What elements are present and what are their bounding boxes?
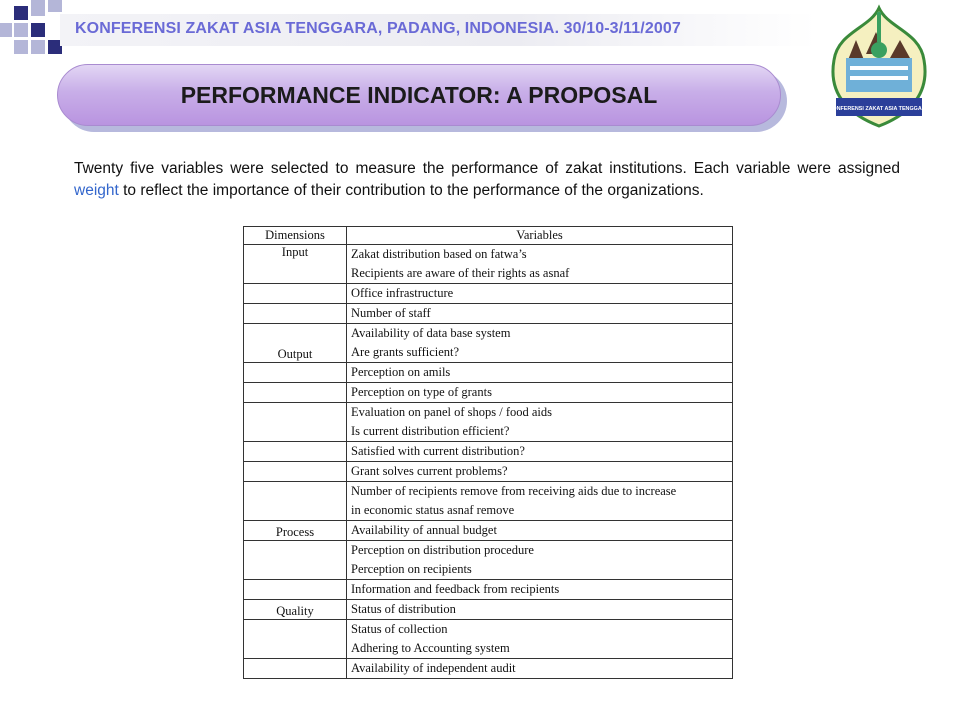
variable-line: Are grants sufficient?	[351, 345, 460, 359]
variable-line: Zakat distribution based on fatwa’s	[351, 247, 527, 261]
dimension-cell	[244, 442, 347, 462]
variable-line: Is current distribution efficient?	[351, 424, 510, 438]
variables-cell	[347, 462, 733, 482]
decor-square	[14, 23, 28, 37]
variables-cell	[347, 442, 733, 462]
variables-cell	[347, 324, 733, 363]
dimension-cell	[244, 659, 347, 679]
performance-indicator-table	[243, 226, 733, 679]
conference-title: KONFERENSI ZAKAT ASIA TENGGARA, PADANG, INDONESIA. 30/10-3/11/2007	[75, 20, 681, 37]
column-header-dimensions: Dimensions	[244, 227, 347, 245]
table-row	[244, 600, 733, 620]
dimension-cell	[244, 383, 347, 403]
table-row	[244, 304, 733, 324]
table-row	[244, 620, 733, 659]
svg-text:KONFERENSI ZAKAT ASIA TENGGARA: KONFERENSI ZAKAT ASIA TENGGARA	[828, 106, 930, 112]
variable-line: Evaluation on panel of shops / food aids	[351, 405, 553, 419]
dimension-cell	[244, 541, 347, 580]
decor-square	[0, 23, 12, 37]
table-row	[244, 462, 733, 482]
variable-line: Adhering to Accounting system	[351, 641, 510, 655]
variables-cell	[347, 580, 733, 600]
table-row	[244, 403, 733, 442]
table-row	[244, 580, 733, 600]
variables-cell	[347, 284, 733, 304]
column-header-variables: Variables	[347, 227, 733, 245]
intro-paragraph	[74, 158, 900, 202]
variable-line: Status of distribution	[351, 602, 456, 616]
table-row	[244, 383, 733, 403]
variables-cell	[347, 659, 733, 679]
variable-line: Perception on recipients	[351, 562, 472, 576]
conference-logo	[818, 2, 940, 130]
variables-cell	[347, 541, 733, 580]
dimension-cell	[244, 304, 347, 324]
variable-line: Availability of annual budget	[351, 523, 497, 537]
variables-cell	[347, 521, 733, 541]
decor-square	[48, 0, 62, 12]
variables-cell	[347, 403, 733, 442]
decor-square	[31, 23, 45, 37]
dimension-cell: Output	[244, 324, 347, 363]
decor-square	[14, 6, 28, 20]
variable-line: Perception on amils	[351, 365, 451, 379]
variable-line: Grant solves current problems?	[351, 464, 508, 478]
slide-title: PERFORMANCE INDICATOR: A PROPOSAL	[180, 82, 658, 108]
table-row	[244, 245, 733, 284]
intro-text-end: to reflect the importance of their contribution to the performance of the organizations.	[118, 182, 704, 199]
decor-square	[31, 40, 45, 54]
dimension-cell	[244, 620, 347, 659]
table-row	[244, 659, 733, 679]
dimension-cell: Process	[244, 521, 347, 541]
table-row	[244, 284, 733, 304]
dimension-cell	[244, 363, 347, 383]
variable-line: Recipients are aware of their rights as asnaf	[351, 266, 570, 280]
variables-cell	[347, 383, 733, 403]
decor-square	[14, 40, 28, 54]
variable-line: Number of staff	[351, 306, 431, 320]
variable-line: Availability of data base system	[351, 326, 511, 340]
variable-line: Office infrastructure	[351, 286, 454, 300]
variables-cell	[347, 600, 733, 620]
intro-text-start: Twenty five variables were selected to measure the performance of zakat institutions. Each variable were assigned	[74, 160, 900, 177]
variable-line: Status of collection	[351, 622, 448, 636]
dimension-cell	[244, 482, 347, 521]
dimension-cell	[244, 403, 347, 442]
dimension-cell: Quality	[244, 600, 347, 620]
variables-cell	[347, 482, 733, 521]
variable-line: Number of recipients remove from receiving aids due to increase	[351, 484, 677, 498]
table-row	[244, 482, 733, 521]
variables-cell	[347, 245, 733, 284]
table-row	[244, 363, 733, 383]
table-row	[244, 324, 733, 363]
variable-line: Information and feedback from recipients	[351, 582, 560, 596]
variable-line: Availability of independent audit	[351, 661, 516, 675]
dimension-cell: Input	[244, 245, 347, 284]
variables-cell	[347, 620, 733, 659]
decor-square	[31, 0, 45, 16]
variable-line: Perception on type of grants	[351, 385, 492, 399]
dimension-cell	[244, 462, 347, 482]
table-row	[244, 541, 733, 580]
variable-line: Perception on distribution procedure	[351, 543, 534, 557]
dimension-cell	[244, 284, 347, 304]
table-row	[244, 521, 733, 541]
variables-cell	[347, 363, 733, 383]
variables-cell	[347, 304, 733, 324]
table-row	[244, 442, 733, 462]
variable-line: Satisfied with current distribution?	[351, 444, 525, 458]
table-header-row	[244, 227, 733, 245]
intro-keyword: weight	[74, 182, 119, 199]
dimension-cell	[244, 580, 347, 600]
variable-line: in economic status asnaf remove	[351, 503, 515, 517]
